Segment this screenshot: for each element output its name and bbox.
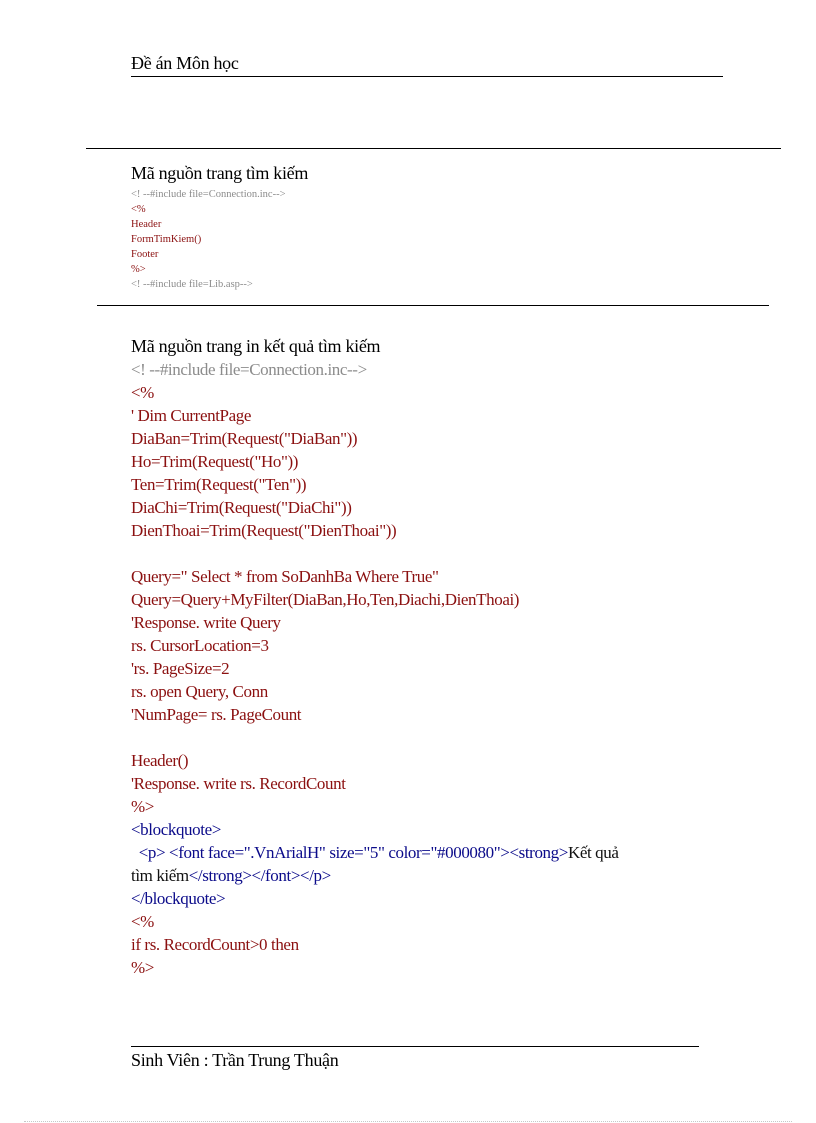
footer-author: Sinh Viên : Trần Trung Thuận: [131, 1050, 339, 1070]
code-line: DiaChi=Trim(Request("DiaChi")): [131, 498, 352, 517]
code-line: %>: [131, 797, 154, 816]
code-line: Header(): [131, 751, 189, 770]
code-line: Query=" Select * from SoDanhBa Where True": [131, 567, 439, 586]
code-line-p-tag: [131, 841, 618, 864]
footer-rule: [131, 1046, 699, 1047]
code-line: 'Response. write Query: [131, 613, 281, 632]
code-token: <p>: [138, 843, 166, 862]
code-line: DiaBan=Trim(Request("DiaBan")): [131, 429, 358, 448]
code-line: Ten=Trim(Request("Ten")): [131, 475, 307, 494]
code-token: </strong>: [188, 866, 252, 885]
code-line: ' Dim CurrentPage: [131, 406, 251, 425]
section2-code-block: [131, 358, 618, 979]
code-line: Query=Query+MyFilter(DiaBan,Ho,Ten,Diachi,DienThoai): [131, 590, 520, 609]
code-line: </blockquote>: [131, 889, 226, 908]
section1-code-block: [131, 187, 286, 292]
header-rule: [131, 76, 723, 77]
section2-top-rule: [97, 305, 769, 306]
code-line: <%: [131, 204, 146, 215]
code-token: <font face=".VnArialH" size="5" color="#000080">: [169, 843, 510, 862]
code-line: 'Response. write rs. RecordCount: [131, 774, 346, 793]
code-text: tìm kiếm: [131, 866, 189, 885]
section1-top-rule: [86, 148, 781, 149]
code-line: <%: [131, 912, 154, 931]
code-line: rs. open Query, Conn: [131, 682, 268, 701]
code-token: </p>: [300, 866, 331, 885]
code-line: Ho=Trim(Request("Ho")): [131, 452, 299, 471]
code-line: FormTimKiem(): [131, 234, 202, 245]
code-line: rs. CursorLocation=3: [131, 636, 269, 655]
page-header-title: Đề án Môn học: [131, 53, 239, 73]
code-line: 'rs. PageSize=2: [131, 659, 230, 678]
code-line: Footer: [131, 249, 159, 260]
code-line-p-tag-cont: [131, 864, 618, 887]
code-line: DienThoai=Trim(Request("DienThoai")): [131, 521, 397, 540]
code-line: <! --#include file=Lib.asp-->: [131, 279, 253, 290]
section2-heading: Mã nguồn trang in kết quả tìm kiếm: [131, 336, 381, 356]
section1-heading: Mã nguồn trang tìm kiếm: [131, 163, 309, 183]
page-bottom-dotted-rule: [24, 1121, 792, 1122]
code-line: %>: [131, 958, 154, 977]
code-token: <strong>: [509, 843, 568, 862]
code-text: Kết quả: [567, 843, 619, 862]
code-token: </font>: [251, 866, 301, 885]
code-line: <! --#include file=Connection.inc-->: [131, 360, 367, 379]
code-line: <blockquote>: [131, 820, 221, 839]
code-line: 'NumPage= rs. PageCount: [131, 705, 302, 724]
code-line: if rs. RecordCount>0 then: [131, 935, 299, 954]
code-line: <! --#include file=Connection.inc-->: [131, 189, 286, 200]
code-indent: [131, 843, 139, 862]
blank-line: [131, 726, 618, 749]
blank-line: [131, 542, 618, 565]
code-line: <%: [131, 383, 154, 402]
code-line: Header: [131, 219, 162, 230]
code-line: %>: [131, 264, 146, 275]
